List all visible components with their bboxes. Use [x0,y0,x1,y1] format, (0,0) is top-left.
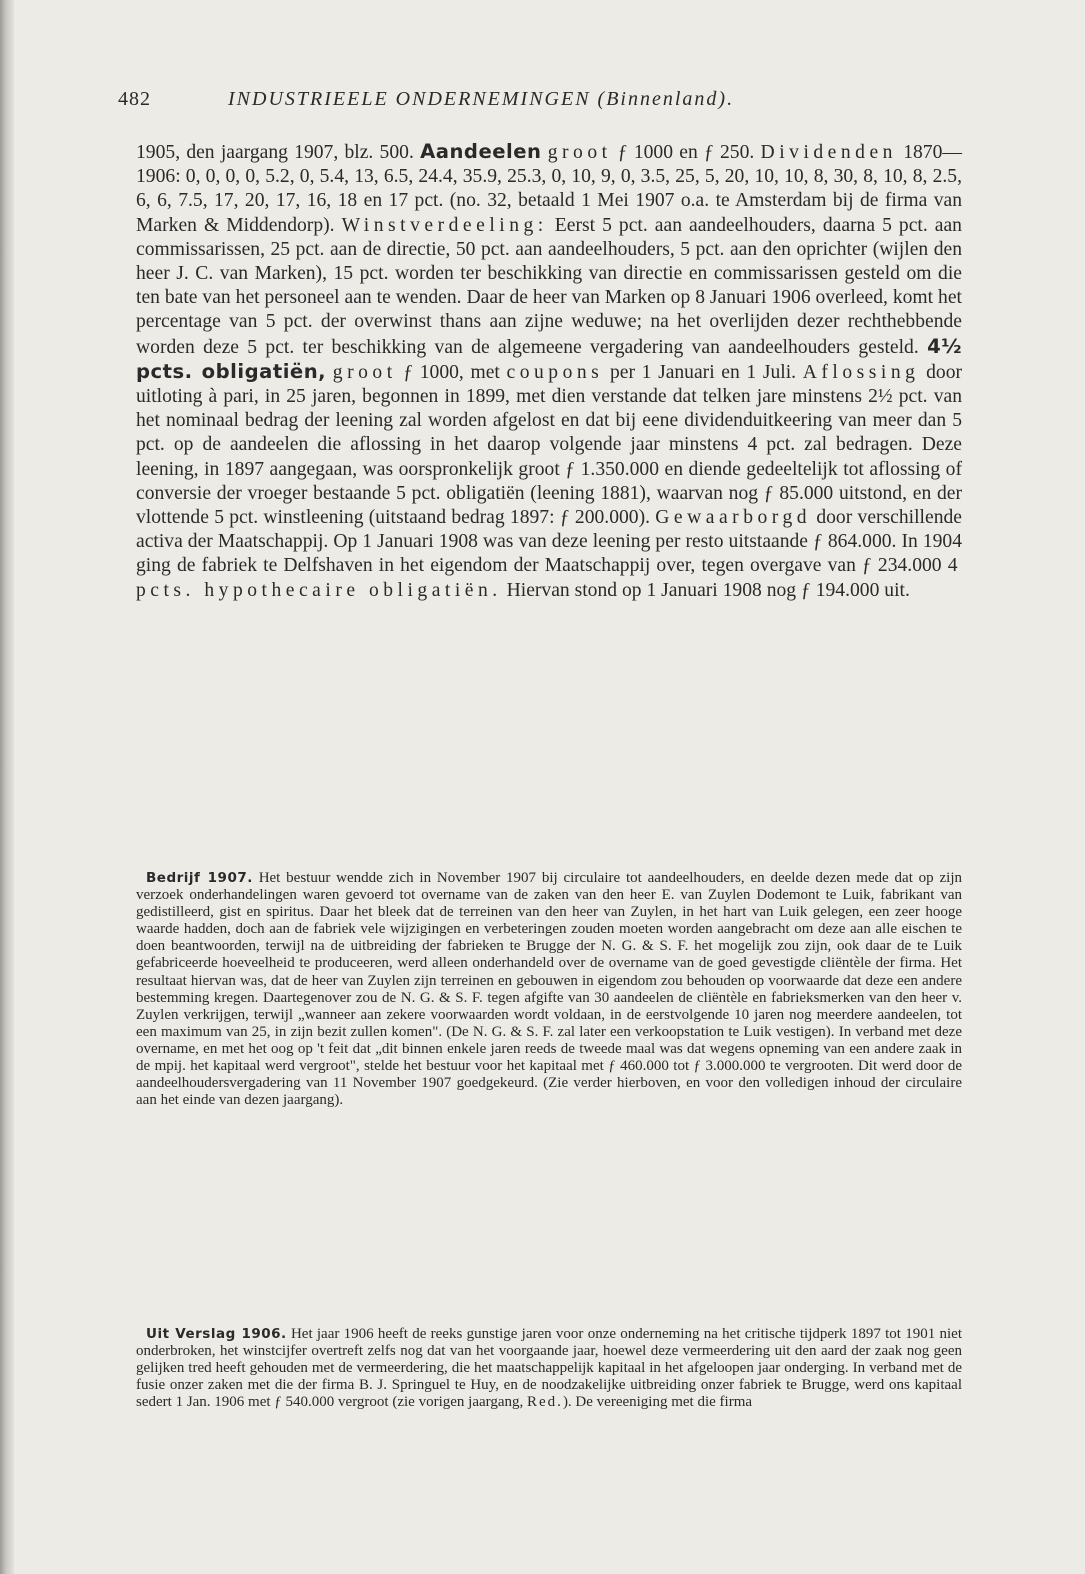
text-run: ƒ 1000 en ƒ 250. [611,142,761,163]
text-run: Hiervan stond op 1 Januari 1908 nog ƒ 194.000 uit. [501,579,910,601]
spaced-phrase: 4 pcts. hypothecaire obligatiën. [136,555,962,601]
company-details-text [136,140,962,603]
text-run: door uitloting à pari, in 25 jaren, begonnen in 1899, met dien verstande dat telken jare minstens 2½ pct. van het nominaal bedrag der leening zal worden afgelost en dat bij eene dividenduitkeering van meer dan 5 pct. op de aandeelen die aflossing in het daarop volgende jaar minstens 4 pct. zal bedragen. Deze leening, in 1897 aangegaan, was oorspronkelijk groot ƒ 1.350.000 en diende gedeeltelijk tot aflossing of conversie der vroeger bestaande 5 pct. obligatiën (leening 1881), waarvan nog ƒ 85.000 uitstond, en der vlottende 5 pct. winstleening (uitstaand bedrag 1897: ƒ 200.000). [136,361,963,529]
keyword-dividenden: Dividenden [760,142,897,163]
section-heading: Uit Verslag 1906. [146,1326,287,1342]
page-number: 482 [118,88,151,110]
section-heading: Bedrijf 1907. [146,870,253,886]
section-bedrijf [136,870,962,1109]
text-run: 1870—1906: 0, 0, 0, 0, 5.2, 0, 5.4, 13, 6.5, 24.4, 35.9, 25.3, 0, 10, 9, 0, 3.5, 25, 5, 20, 10, 10, 8, 30, 8, 10, 8, 2.5, 6, 6, 7.5, 17, 20, 17, 16, 18 en 17 pct. (no. 32, betaald 1 Mei 1907 o.a. te Amsterdam bij de firma van Marken & Middendorp). [136,142,962,236]
page-binding-edge [0,0,14,1574]
text-run [326,362,333,383]
keyword-obligatien: 4½ pcts. obligatiën, [136,334,962,383]
section-body: Het bestuur wendde zich in November 1907 bij circulaire tot aandeelhouders, en deelde dezen mede dat op zijn verzoek onderhandelingen waren gevoerd tot overname van de zaken van den heer E. van Zuylen Dodemont te Luik, fabrikant van gedistilleerd, gist en spiritus. Daar het bleek dat de terreinen van den heer van Zuylen, in het hart van Luik gelegen, een zeer hooge waarde hadden, doch aan de fabriek vele wijzigingen en verbeteringen zouden moeten worden aangebracht om deze aan alle eischen te doen beantwoorden, terwijl na de uitbreiding der fabrieken te Brugge der N. G. & S. F. het mogelijk zou zijn, ook daar de te Luik gefabriceerde hoeveelheid te produceeren, werd alleen onderhandeld over de overname van de goed gevestigde cliëntèle der firma. Het resultaat hiervan was, dat de heer van Zuylen zijn terreinen en gebouwen in eigendom zou behouden op voorwaarde dat deze een andere bestemming kregen. Daartegenover zou de N. G. & S. F. tegen afgifte van 30 aandeelen de cliëntèle en fabrieksmerken van den heer v. Zuylen verkrijgen, terwijl „wanneer aan zekere voorwaarden wordt voldaan, in de eerstvolgende 10 jaren nog meerdere aandeelen, tot een maximum van 25, in zijn bezit zullen komen". (De N. G. & S. F. zal later een verkoopstation te Luik vestigen). In verband met deze overname, en met het oog op 't feit dat „dit binnen enkele jaren reeds de tweede maal was dat wegens opneming van een andere zaak in de mpij. het kapitaal werd vergroot", stelde het bestuur voor het kapitaal met ƒ 460.000 tot ƒ 3.000.000 te vergrooten. Dit werd door de aandeelhoudersvergadering van 11 November 1907 goedgekeurd. (Zie verder hierboven, en voor den volledigen inhoud der circulaire aan het einde van dezen jaargang). [136,870,962,1109]
bedrijf-paragraph [136,870,962,1109]
text-run: ƒ 1000, met [396,361,507,383]
keyword-aflossing: Aflossing [802,361,920,383]
main-paragraph [136,140,962,603]
spaced-word: groot [332,361,397,383]
keyword-gewaarborgd: Gewaarborgd [655,507,812,529]
text-run: Eerst 5 pct. aan aandeelhouders, daarna 5 pct. aan commissarissen, 25 pct. aan de directie, 50 pct. aan aandeelhouders, 5 pct. aan den oprichter (wijlen den heer J. C. van Marken), 15 pct. worden ter beschikking van directie en commissarissen gesteld om die ten bate van het personeel aan te wenden. Daar de heer van Marken op 8 Januari 1906 overleed, komt het percentage van 5 pct. der overwinst thans aan zijne weduwe; na het overlijden dezer rechthebbende worden deze 5 pct. ter beschikking van de algemeene vergadering van aandeelhouders gesteld. [136,214,962,358]
text-run: per 1 Januari en 1 Juli. [603,361,803,383]
section-verslag [136,1326,962,1411]
section-body: Het jaar 1906 heeft de reeks gunstige jaren voor onze onderneming na het critische tijdperk 1897 tot 1901 niet onderbroken, het winstcijfer overtreft zelfs nog dat van het voorgaande jaar, hoewel deze vermeerdering uit den aard der zaak nog geen gelijken tred heeft gehouden met de vermeerdering, die het maatschappelijk kapitaal in het afgeloopen jaar onderging. In verband met de fusie onzer zaken met die der firma B. J. Springuel te Huy, en de noodzakelijke uitbreiding onzer fabriek te Brugge, werd ons kapitaal sedert 1 Jan. 1906 met ƒ 540.000 vergroot (zie vorigen jaargang, [136,1326,962,1411]
spaced-word: coupons [506,361,604,383]
verslag-paragraph [136,1326,962,1411]
spaced-word: groot [547,142,612,163]
keyword-winstverdeeling: Winstverdeeling: [341,214,548,236]
running-title: INDUSTRIEELE ONDERNEMINGEN (Binnenland). [228,88,735,110]
text-run: 1905, den jaargang 1907, blz. 500. [136,142,421,163]
keyword-aandeelen: Aandeelen [420,140,542,163]
spaced-word: Red. [527,1394,563,1411]
text-run: door verschillende activa der Maatschappij. Op 1 Januari 1908 was van deze leening per resto uitstaande ƒ 864.000. In 1904 ging de fabriek te Delfshaven in het eigendom der Maatschappij over, tegen overgave van ƒ 234.000 [136,507,962,577]
section-body: ). De vereeniging met die firma [562,1394,753,1411]
